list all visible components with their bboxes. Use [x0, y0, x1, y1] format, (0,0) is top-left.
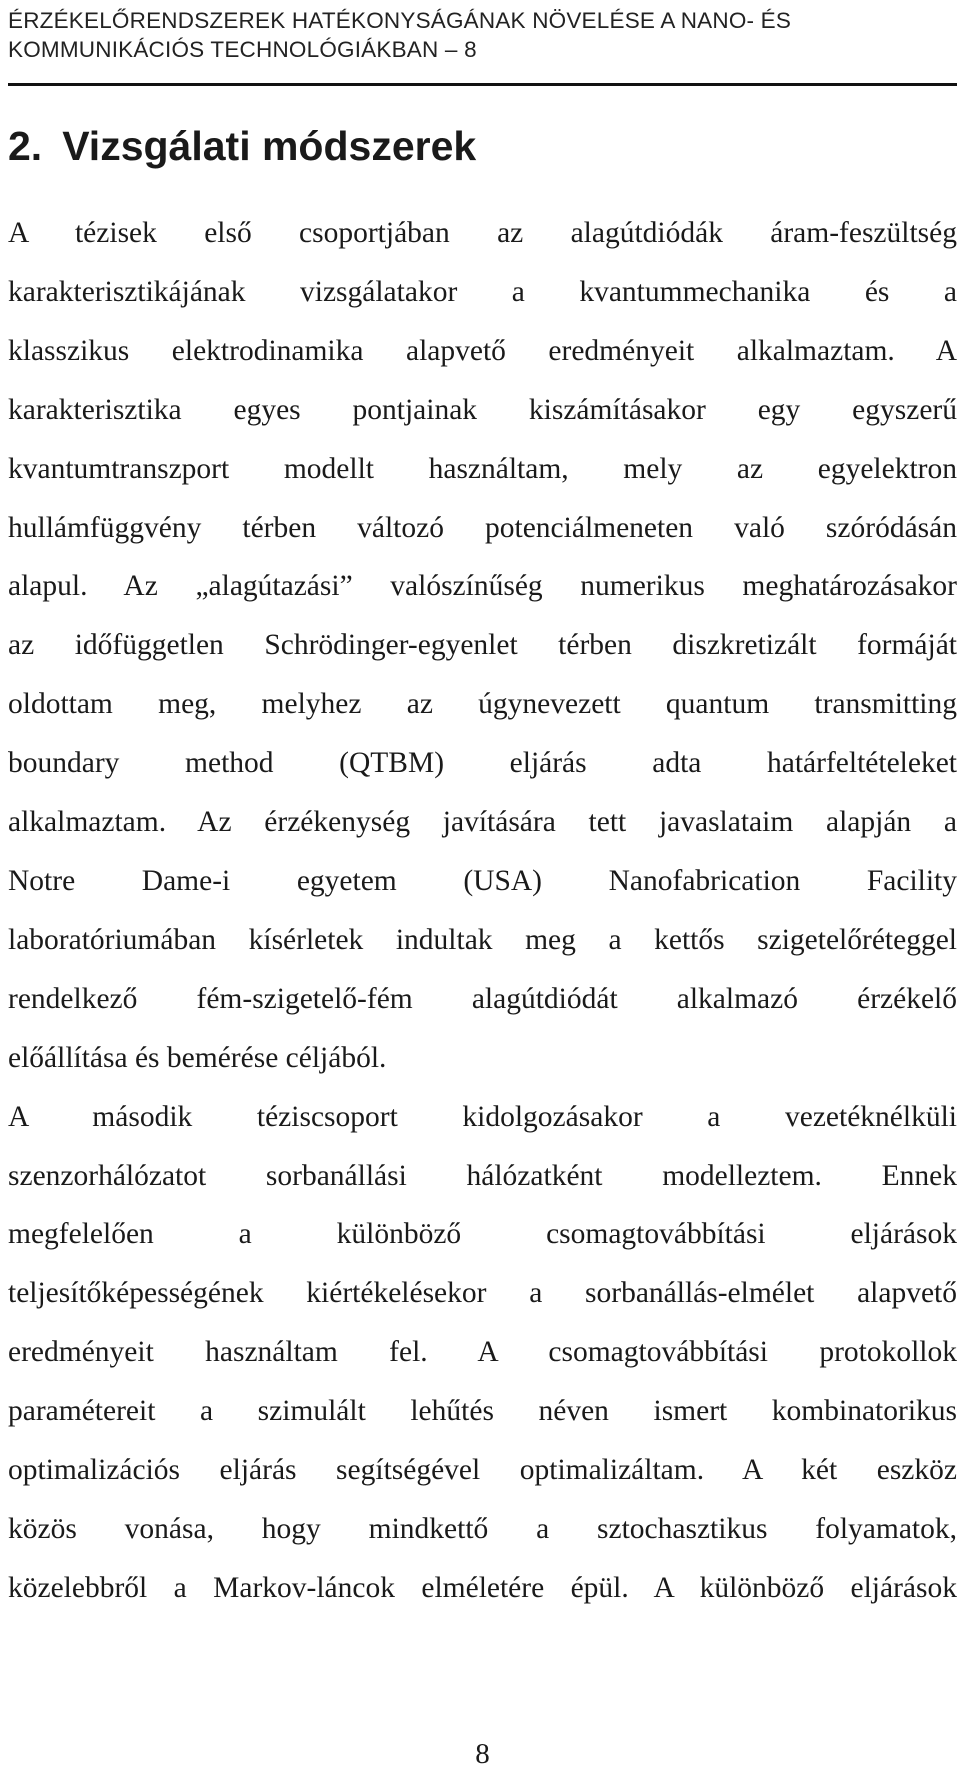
text-line: klasszikus elektrodinamika alapvető eredményeit alkalmaztam. A — [8, 334, 957, 367]
header-divider — [8, 83, 957, 86]
text-line: hullámfüggvény térben változó potenciálmeneten való szóródásán — [8, 511, 957, 544]
text-line: megfelelően a különböző csomagtovábbítási eljárások — [8, 1218, 957, 1251]
running-header-line-2: KOMMUNIKÁCIÓS TECHNOLÓGIÁKBAN – 8 — [8, 37, 477, 62]
text-line: teljesítőképességének kiértékelésekor a sorbanállás-elmélet alapvető — [8, 1277, 957, 1310]
text-line: laboratóriumában kísérletek indultak meg a kettős szigetelőréteggel — [8, 923, 957, 956]
text-line: optimalizációs eljárás segítségével optimalizáltam. A két eszköz — [8, 1454, 957, 1487]
text-line: Notre Dame-i egyetem (USA) Nanofabrication Facility — [8, 864, 957, 897]
running-header — [8, 6, 957, 64]
text-line: alapul. Az „alagútazási” valószínűség numerikus meghatározásakor — [8, 570, 957, 603]
text-line: eredményeit használtam fel. A csomagtovábbítási protokollok — [8, 1336, 957, 1369]
text-line: az időfüggetlen Schrödinger-egyenlet térben diszkretizált formáját — [8, 629, 957, 662]
section-heading — [8, 122, 476, 170]
body-text — [8, 204, 957, 1618]
text-line: rendelkező fém-szigetelő-fém alagútdiódát alkalmazó érzékelő — [8, 982, 957, 1015]
text-line: szenzorhálózatot sorbanállási hálózatként modelleztem. Ennek — [8, 1159, 957, 1192]
document-page — [8, 0, 957, 1775]
page-number: 8 — [475, 1738, 490, 1770]
running-header-line-1: ÉRZÉKELŐRENDSZEREK HATÉKONYSÁGÁNAK NÖVELÉSE A NANO- ÉS — [8, 8, 792, 33]
text-line: alkalmaztam. Az érzékenység javítására tett javaslataim alapján a — [8, 806, 957, 839]
text-line: előállítása és bemérése céljából. — [8, 1041, 387, 1074]
section-title: Vizsgálati módszerek — [62, 123, 477, 169]
text-line: karakterisztika egyes pontjainak kiszámításakor egy egyszerű — [8, 393, 957, 426]
text-line: A tézisek első csoportjában az alagútdiódák áram-feszültség — [8, 217, 957, 249]
paragraph-2 — [8, 1088, 957, 1618]
text-line: oldottam meg, melyhez az úgynevezett quantum transmitting — [8, 688, 957, 721]
text-line: kvantumtranszport modellt használtam, mely az egyelektron — [8, 452, 957, 485]
paragraph-1 — [8, 204, 957, 1088]
section-number: 2. — [8, 123, 43, 169]
text-line: A második téziscsoport kidolgozásakor a vezetéknélküli — [8, 1100, 957, 1133]
text-line: boundary method (QTBM) eljárás adta határfeltételeket — [8, 747, 957, 780]
text-line: karakterisztikájának vizsgálatakor a kvantummechanika és a — [8, 275, 957, 308]
text-line: közelebbről a Markov-láncok elméletére épül. A különböző eljárások — [8, 1571, 957, 1604]
text-line: közös vonása, hogy mindkettő a sztochasztikus folyamatok, — [8, 1512, 957, 1545]
text-line: paramétereit a szimulált lehűtés néven ismert kombinatorikus — [8, 1395, 957, 1428]
